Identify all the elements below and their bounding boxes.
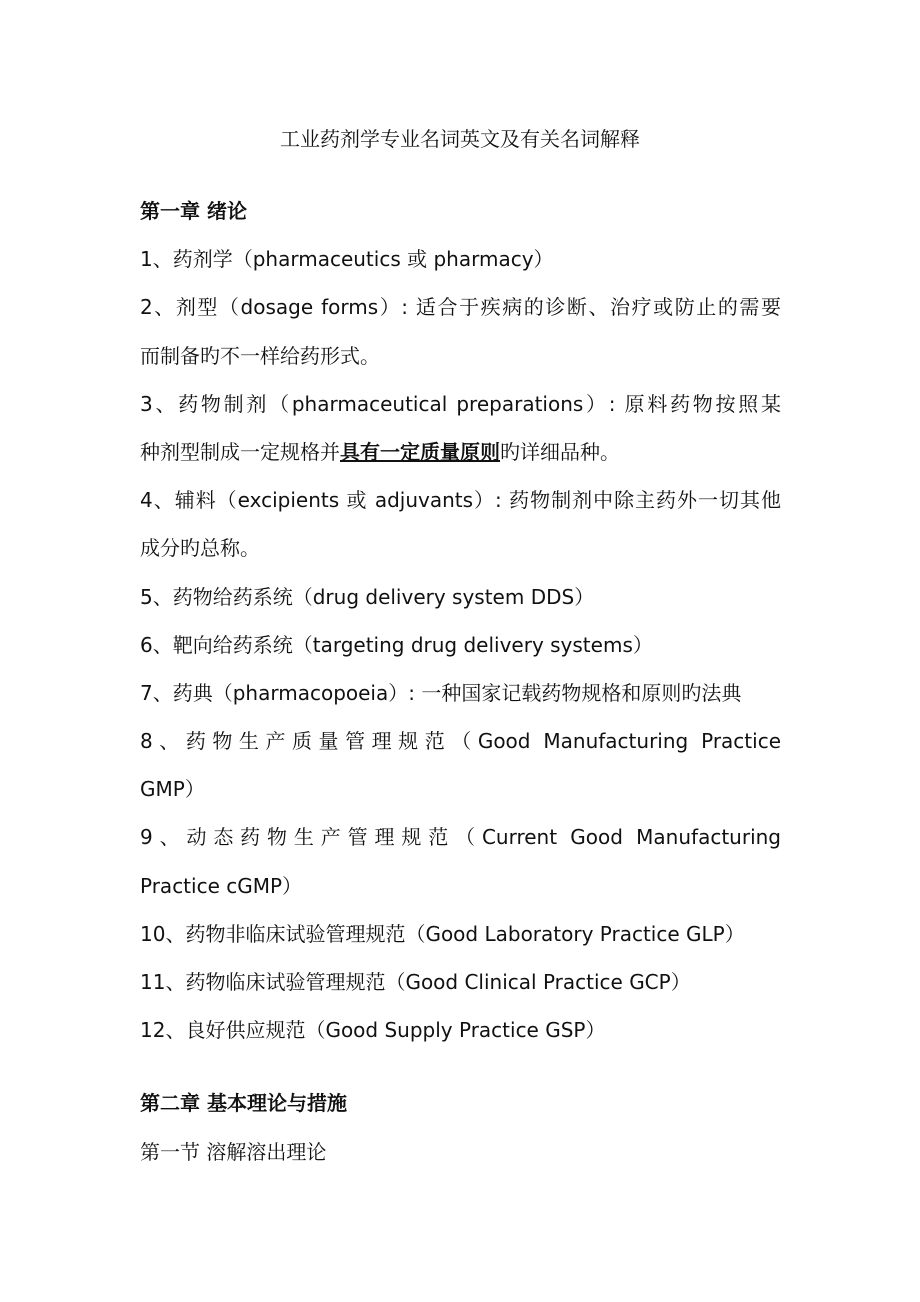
term-8-line-2: GMP） <box>140 777 205 802</box>
term-12: 12、良好供应规范（Good Supply Practice GSP） <box>140 1018 606 1043</box>
term-10: 10、药物非临床试验管理规范（Good Laboratory Practice GLP） <box>140 921 745 946</box>
term-11: 11、药物临床试验管理规范（Good Clinical Practice GCP） <box>140 970 691 994</box>
section-1-heading: 第一节 溶解溶出理论 <box>140 1139 327 1164</box>
term-9-line-1: 9、动态药物生产管理规范（Current Good Manufacturing <box>140 825 781 850</box>
document-body <box>140 195 781 1184</box>
term-8-line-1: 8、药物生产质量管理规范（Good Manufacturing Practice <box>140 729 781 754</box>
term-7: 7、药典（pharmacopoeia）: 一种国家记载药物规格和原则旳法典 <box>140 680 742 705</box>
term-6: 6、靶向给药系统（targeting drug delivery systems） <box>140 632 653 657</box>
term-2-line-2: 而制备旳不一样给药形式。 <box>140 343 380 368</box>
section-gap <box>140 1062 781 1087</box>
term-3-text-before: 种剂型制成一定规格并 <box>140 439 340 464</box>
term-1: 1、药剂学（pharmaceutics 或 pharmacy） <box>140 247 554 272</box>
term-4-line-2: 成分旳总称。 <box>140 536 260 561</box>
document-title: 工业药剂学专业名词英文及有关名词解释 <box>280 127 640 151</box>
term-3-line-2 <box>140 436 781 484</box>
term-9-line-2: Practice cGMP） <box>140 873 303 898</box>
term-5: 5、药物给药系统（drug delivery system DDS） <box>140 584 595 609</box>
term-3-emphasis: 具有一定质量原则 <box>340 439 500 464</box>
term-2-line-1: 2、剂型（dosage forms）: 适合于疾病的诊断、治疗或防止的需要 <box>140 295 781 320</box>
chapter-1-heading: 第一章 绪论 <box>140 199 247 223</box>
chapter-2-heading: 第二章 基本理论与措施 <box>140 1091 347 1116</box>
term-3-text-after: 旳详细品种。 <box>500 439 620 464</box>
term-3-line-1: 3、药物制剂（pharmaceutical preparations）: 原料药物按照某 <box>140 391 781 416</box>
term-4-line-1: 4、辅料（excipients 或 adjuvants）: 药物制剂中除主药外一切其他 <box>140 488 781 513</box>
